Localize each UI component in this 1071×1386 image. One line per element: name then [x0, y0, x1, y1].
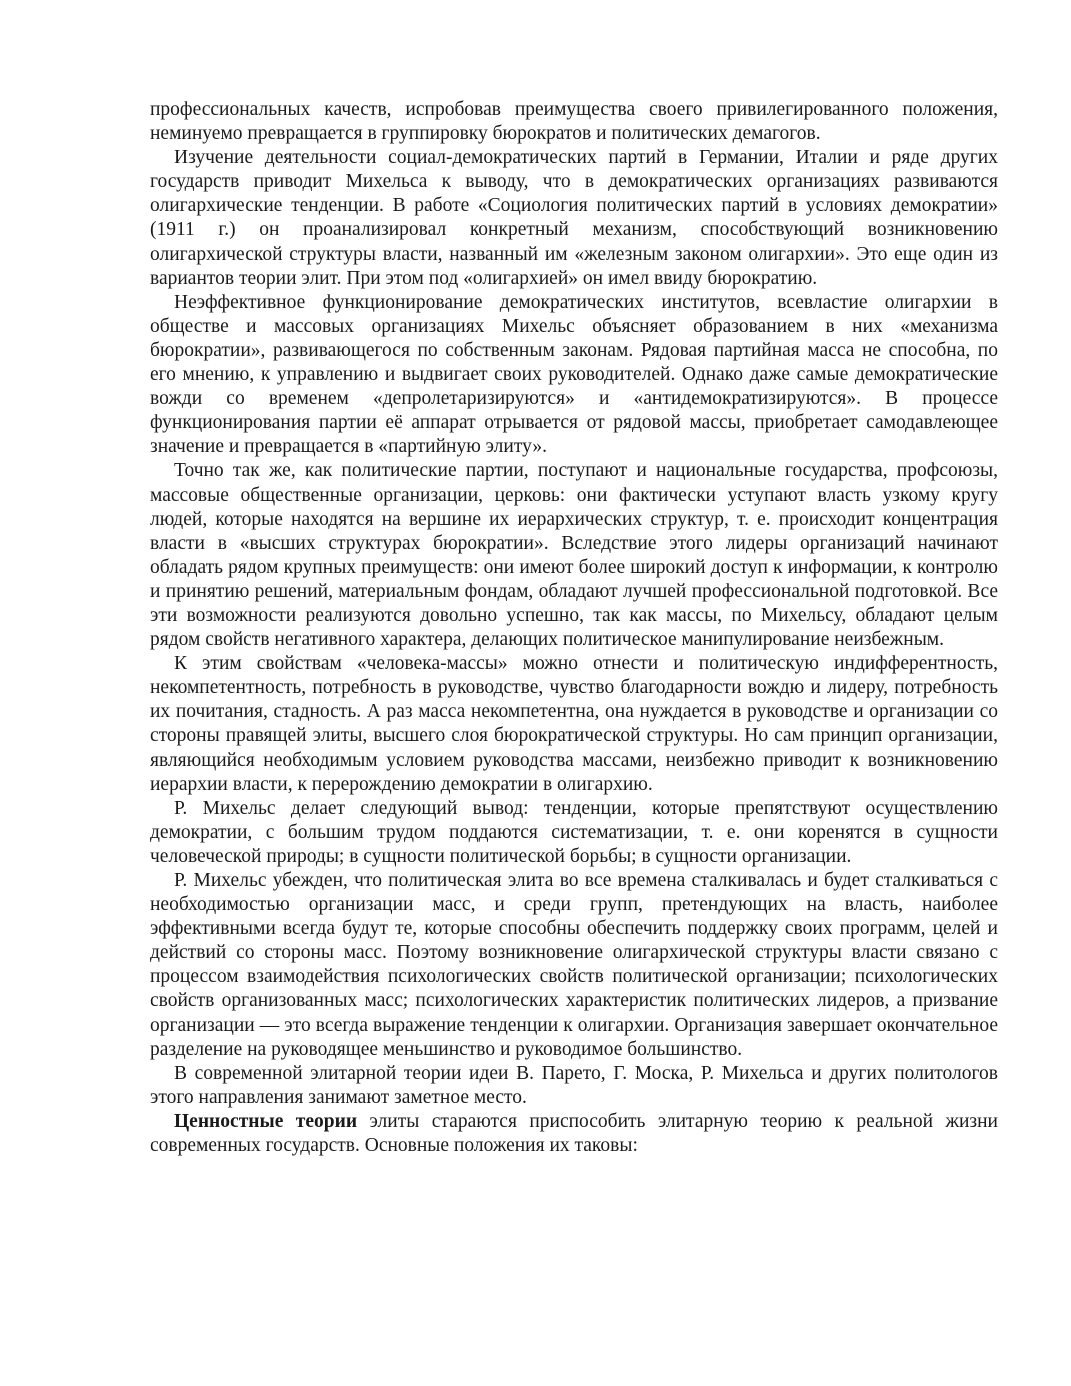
- paragraph: профессиональных качеств, испробовав преимущества своего привилегированного положения, неминуемо превращается в группировку бюрократов и политических демагогов.: [150, 99, 998, 145]
- document-page: [150, 98, 998, 1158]
- paragraph: Точно так же, как политические партии, поступают и национальные государства, профсоюзы, массовые общественные организации, церковь: они фактически уступают власть узкому кругу людей, которые находятся на вершине их иерархических структур, т. е. происходит концентрация власти в «высших структурах бюрократии». Вследствие этого лидеры организаций начинают обладать рядом крупных преимуществ: они имеют более широкий доступ к информации, к контролю и принятию решений, материальным фондам, обладают лучшей профессиональной подготовкой. Все эти возможности реализуются довольно успешно, так как массы, по Михельсу, обладают целым рядом свойств негативного характера, делающих политическое манипулирование неизбежным.: [150, 460, 998, 651]
- paragraph-value-theories: [150, 1110, 998, 1158]
- paragraph-text: элиты стараются приспособить элитарную теорию к реальной жизни современных государств. Основные положения их таковы:: [150, 1110, 998, 1157]
- paragraph: Р. Михельс делает следующий вывод: тенденции, которые препятствуют осуществлению демократии, с большим трудом поддаются систематизации, т. е. они коренятся в сущности человеческой природы; в сущности политической борьбы; в сущности организации.: [150, 797, 998, 867]
- bold-term: Ценностные теории: [174, 1110, 358, 1132]
- paragraph: Изучение деятельности социал-демократических партий в Германии, Италии и ряде других государств приводит Михельса к выводу, что в демократических организациях развиваются олигархические тенденции. В работе «Социология политических партий в условиях демократии» (1911 г.) он проанализировал конкретный механизм, способствующий возникновению олигархической структуры власти, названный им «железным законом олигархии». Это еще один из вариантов теории элит. При этом под «олигархией» он имел ввиду бюрократию.: [150, 147, 998, 289]
- paragraph: В современной элитарной теории идеи В. Парето, Г. Моска, Р. Михельса и других политологов этого направления занимают заметное место.: [150, 1062, 998, 1108]
- paragraph: К этим свойствам «человека-массы» можно отнести и политическую индифферентность, некомпетентность, потребность в руководстве, чувство благодарности вождю и лидеру, потребность их почитания, стадность. А раз масса некомпетентна, она нуждается в руководстве и организации со стороны правящей элиты, высшего слоя бюрократической структуры. Но сам принцип организации, являющийся необходимым условием руководства массами, неизбежно приводит к возникновению иерархии власти, к перерождению демократии в олигархию.: [150, 653, 998, 795]
- paragraph: Неэффективное функционирование демократических институтов, всевластие олигархии в обществе и массовых организациях Михельс объясняет образованием в них «механизма бюрократии», развивающегося по собственным законам. Рядовая партийная масса не способна, по его мнению, к управлению и выдвигает своих руководителей. Однако даже самые демократические вожди со временем «депролетаризируются» и «антидемократизируются». В процессе функционирования партии её аппарат отрывается от рядовой массы, приобретает самодавлеющее значение и превращается в «партийную элиту».: [150, 291, 998, 458]
- paragraph: Р. Михельс убежден, что политическая элита во все времена сталкивалась и будет сталкиваться с необходимостью организации масс, и среди групп, претендующих на власть, наиболее эффективными всегда будут те, которые способны обеспечить поддержку своих программ, целей и действий со стороны масс. Поэтому возникновение олигархической структуры власти связано с процессом взаимодействия психологических свойств политической организации; психологических свойств организованных масс; психологических характеристик политических лидеров, а призвание организации — это всегда выражение тенденции к олигархии. Организация завершает окончательное разделение на руководящее меньшинство и руководимое большинство.: [150, 870, 998, 1060]
